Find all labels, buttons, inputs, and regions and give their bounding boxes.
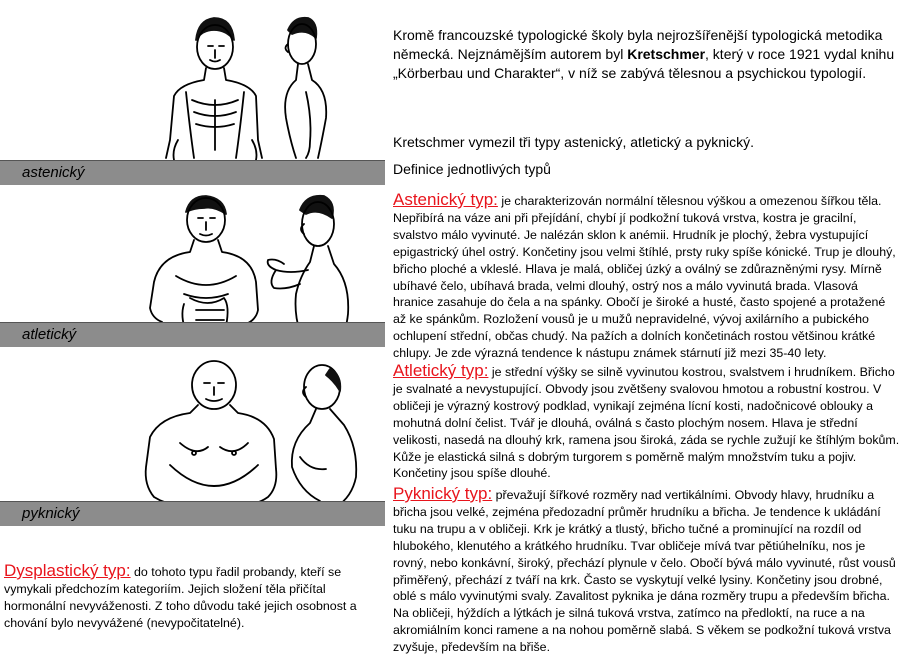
section-text: převažují šířkové rozměry nad vertikálními. Obvody hlavy, hrudníku a břicha jsou velké, zejména předozadní průměr hrudníku a břicha. Je tendence k ukládání tuku na trupu a v obličeji. Krk je krátký a tlustý, břicho tučné a prominující na rozdíl od hlubokého, klenutého a krátkého hrudníku. Tvar obličeje mívá tvar pětiúhelníku, nos je rovný, nebo konkávní, široký, přechází plynule v čelo. Obočí bývá málo vyvinuté, růst vousů přiměřený, přechází z tváří na krk. Často se vyskytují velké lysiny. Končetiny jsou drobné, oblé s málo vyvinutými svaly. Zavalitost pyknika je dána rozměry trupu a především břicha. Na obličeji, hýždích a lýtkách je silná tuková vrstva, zatímco na předloktí, na ruce a na akromiálním konci ramene a na nohou poměrně slabá. S věkem se podkožní tuková vrstva zvyšuje, především na břiše.: [393, 488, 896, 655]
label-banner-pyknicky: [0, 501, 385, 526]
section-dysplasticky: [4, 563, 379, 632]
section-text: je charakterizován normální tělesnou výškou a omezenou šířkou těla. Nepřibírá na váze ani při přejídání, chybí jí podkožní tuková vrstva, kostra je gracilní, svalstvo málo vyvinuté. Je nalézán sklon k anémii. Hrudník je plochý, žebra vystupující epigastrický úhel ostrý. Končetiny jsou velmi štíhlé, prsty ruky spíše kónické. Trup je dlouhý, břicho ploché a vkleslé. Hlava je malá, obličej úzký a oválný se zdůrazněnými rysy. Mírně ubíhavé čelo, ubíhavá brada, velmi dlouhý, ostrý nos a málo vyvinutá brada. Vlasová hranice zasahuje do čela a na spánky. Obočí je široké a husté, často spojené a protažené až ke spánkům. Rozložení vousů je u mužů nepravidelné, vývoj axilárního a pubického ochlupení střední, občas chudý. Na pažích a dolních končetinách rostou většinou krátké chlupy. Je zde výrazná tendence k nástupu známek stárnutí již mezi 35-40 lety.: [393, 194, 896, 361]
section-text: je střední výšky se silně vyvinutou kostrou, svalstvem i hrudníkem. Břicho je svalnaté a nevystupující. Obvody jsou zvětšeny svalovou hmotou a robustní kostrou. V obličeji je výrazný kostrový podklad, vynikají zejména lícní kosti, nadočnicové oblouky a mohutná dolní čelist. Tvář je dlouhá, oválná s často plochým nosem. Hlava je střední velikosti, nasedá na dlouhý krk, ramena jsou široká, záda se rychle zužují ke štíhlým bokům. Kůže je elastická silná s dobrým turgorem s poměrně malým množstvím tuku a pojiv. Končetiny jsou spíše dlouhé.: [393, 365, 900, 481]
types-sentence: Kretschmer vymezil tři typy astenický, atletický a pyknický.: [393, 134, 754, 150]
figure-pyknicky: [0, 357, 385, 537]
section-astenicky: [393, 192, 901, 362]
section-atleticky: [393, 363, 901, 482]
definitions-heading: Definice jednotlivých typů: [393, 161, 551, 177]
intro-text-1: Kromě francouzské typologické školy byla nejrozšířenější typologická metodika německá. Nejznámějším autorem byl: [393, 27, 883, 62]
figure-atleticky: [0, 186, 385, 356]
intro-paragraph: [393, 26, 901, 83]
figure-label: pyknický: [22, 505, 80, 522]
section-title: Astenický typ:: [393, 190, 498, 209]
figure-astenicky: [0, 0, 385, 185]
figure-label: atletický: [22, 326, 77, 343]
intro-text-2: , který v roce 1921 vydal knihu „Körberbau und Charakter“, v níž se zabývá tělesnou a psychickou typologií.: [393, 46, 895, 81]
section-text: do tohoto typu řadil probandy, kteří se vymykali předchozím kategoriím. Jejich složení těla přičítal hormonální nevyváženosti. Z toho důvodu také jejich osobnost a chování bylo nevyvážené (nevypočitatelné).: [4, 565, 357, 630]
section-title: Atletický typ:: [393, 361, 489, 380]
section-title: Pyknický typ:: [393, 484, 493, 503]
section-pyknicky: [393, 486, 901, 656]
figure-label: astenický: [22, 164, 85, 181]
author-name: Kretschmer: [627, 46, 706, 62]
label-banner-astenicky: [0, 160, 385, 185]
asthenic-body-illustration: [0, 0, 385, 185]
label-banner-atleticky: [0, 322, 385, 347]
section-title: Dysplastický typ:: [4, 561, 131, 580]
